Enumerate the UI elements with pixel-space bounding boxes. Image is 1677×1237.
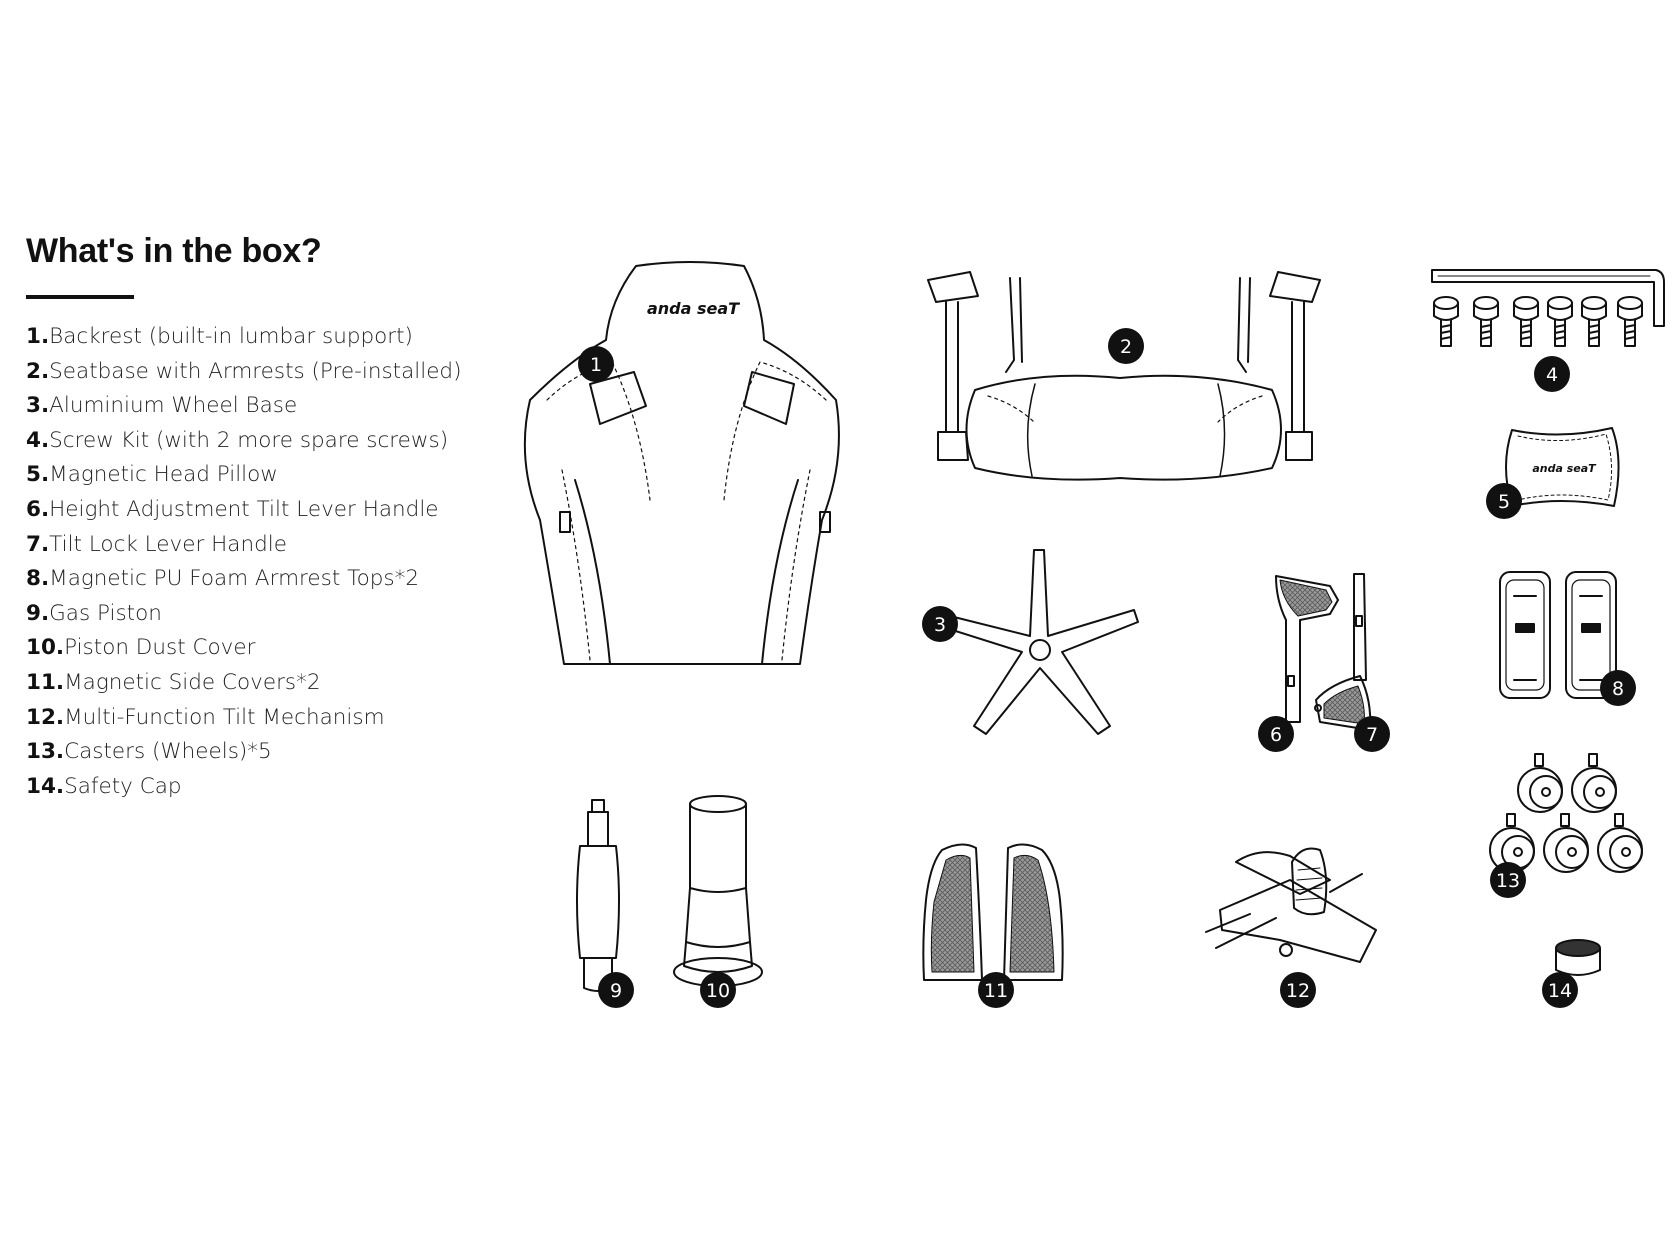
item-label: Aluminium Wheel Base xyxy=(49,393,298,419)
casters-drawing xyxy=(1490,754,1642,872)
item-label: Magnetic Side Covers*2 xyxy=(64,669,321,695)
item-number: 2. xyxy=(26,358,50,384)
badge-9-label: 9 xyxy=(609,980,623,1002)
badge-4 xyxy=(1534,356,1570,392)
badge-7-label: 7 xyxy=(1365,724,1379,746)
badge-10-label: 10 xyxy=(705,980,731,1002)
badge-1-label: 1 xyxy=(589,354,603,376)
badge-9 xyxy=(598,972,634,1008)
badge-1 xyxy=(578,346,614,382)
gas-piston-drawing xyxy=(577,800,619,991)
item-number: 14. xyxy=(26,773,65,799)
badge-13 xyxy=(1490,862,1526,898)
page-title: What's in the box? xyxy=(26,232,322,270)
badge-8 xyxy=(1600,670,1636,706)
badge-5-label: 5 xyxy=(1497,491,1511,513)
badge-8-label: 8 xyxy=(1611,678,1625,700)
number-badges xyxy=(578,328,1636,1008)
badge-5 xyxy=(1486,483,1522,519)
badge-2-label: 2 xyxy=(1119,336,1133,358)
safety-cap-drawing xyxy=(1556,940,1600,975)
item-label: Tilt Lock Lever Handle xyxy=(49,531,287,557)
badge-2 xyxy=(1108,328,1144,364)
item-label: Safety Cap xyxy=(64,773,182,799)
item-number: 11. xyxy=(26,669,65,695)
item-number: 4. xyxy=(26,427,50,453)
badge-14 xyxy=(1542,972,1578,1008)
badge-4-label: 4 xyxy=(1545,364,1559,386)
item-label: Magnetic PU Foam Armrest Tops*2 xyxy=(49,566,420,592)
badge-3-label: 3 xyxy=(933,614,947,636)
badge-11-label: 11 xyxy=(983,980,1009,1002)
brand-logo: anda seaT xyxy=(646,299,740,318)
badge-6-label: 6 xyxy=(1269,724,1283,746)
seatbase-drawing xyxy=(928,272,1320,480)
badge-11 xyxy=(978,972,1014,1008)
item-label: Piston Dust Cover xyxy=(64,635,256,661)
item-label: Casters (Wheels)*5 xyxy=(64,739,272,765)
item-label: Backrest (built-in lumbar support) xyxy=(49,324,413,349)
badge-12-label: 12 xyxy=(1285,980,1311,1002)
item-label: Multi-Function Tilt Mechanism xyxy=(64,704,385,730)
pillow-logo: anda seaT xyxy=(1532,462,1596,475)
item-number: 1. xyxy=(26,324,50,349)
tilt-mechanism-drawing xyxy=(1206,849,1376,963)
item-number: 10. xyxy=(26,635,65,661)
item-number: 6. xyxy=(26,496,50,522)
item-number: 7. xyxy=(26,531,50,557)
badge-12 xyxy=(1280,972,1316,1008)
backrest-drawing xyxy=(525,262,839,664)
badge-7 xyxy=(1354,716,1390,752)
item-label: Seatbase with Armrests (Pre-installed) xyxy=(49,358,462,384)
head-pillow-drawing xyxy=(1506,428,1619,506)
badge-13-label: 13 xyxy=(1495,870,1521,892)
item-label: Height Adjustment Tilt Lever Handle xyxy=(49,496,439,522)
item-number: 5. xyxy=(26,462,50,488)
badge-3 xyxy=(922,606,958,642)
badge-6 xyxy=(1258,716,1294,752)
item-label: Screw Kit (with 2 more spare screws) xyxy=(49,427,449,453)
item-number: 3. xyxy=(26,393,50,419)
screw-kit-drawing xyxy=(1432,270,1664,346)
item-label: Gas Piston xyxy=(49,600,162,626)
item-number: 12. xyxy=(26,704,65,730)
badge-14-label: 14 xyxy=(1547,980,1573,1002)
dust-cover-drawing xyxy=(674,796,762,986)
item-number: 9. xyxy=(26,600,50,626)
wheel-base-drawing xyxy=(946,550,1138,734)
item-label: Magnetic Head Pillow xyxy=(49,462,278,488)
armrest-tops-drawing xyxy=(1500,572,1616,698)
item-number: 8. xyxy=(26,566,50,592)
item-number: 13. xyxy=(26,739,65,765)
side-covers-drawing xyxy=(923,844,1062,980)
badge-10 xyxy=(700,972,736,1008)
